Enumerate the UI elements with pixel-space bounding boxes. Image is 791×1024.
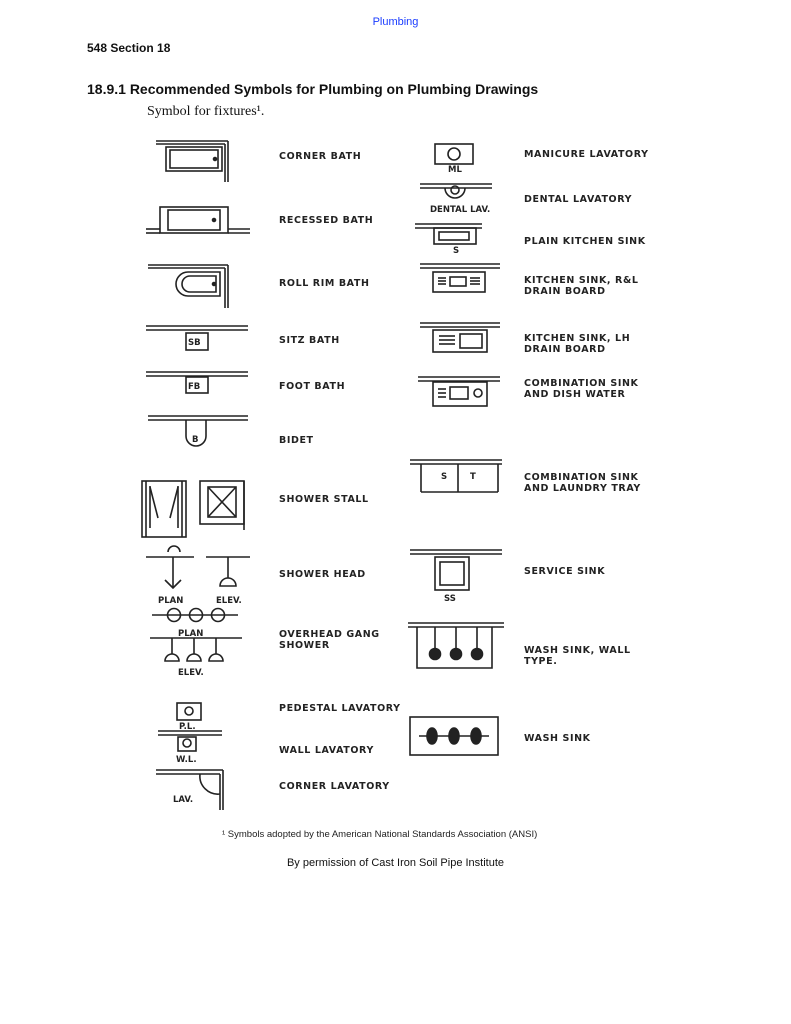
label-sitz-bath: SITZ BATH (279, 335, 340, 346)
label-dental-lavatory: DENTAL LAVATORY (524, 194, 633, 205)
plumbing-symbols-figure (130, 130, 670, 820)
label-shower-stall: SHOWER STALL (279, 494, 369, 505)
label-kitchen-sink-rl-2: DRAIN BOARD (524, 286, 606, 297)
wash-sink-wall-type-symbol (408, 623, 504, 668)
label-recessed-bath: RECESSED BATH (279, 215, 374, 226)
sitz-bath-mark: SB (188, 338, 201, 348)
label-combo-dish-1: COMBINATION SINK (524, 378, 639, 389)
footnote: ¹ Symbols adopted by the American National Standards Association (ANSI) (222, 829, 538, 840)
label-kitchen-sink-lh-2: DRAIN BOARD (524, 344, 606, 355)
pedestal-lavatory-symbol (177, 703, 201, 720)
gang-elev-mark: ELEV. (178, 668, 204, 678)
shower-plan-mark: PLAN (158, 596, 184, 606)
label-wall-lavatory: WALL LAVATORY (279, 745, 374, 756)
plain-kitchen-sink-symbol (415, 224, 482, 244)
label-combo-dish-2: AND DISH WATER (524, 389, 626, 400)
label-bidet: BIDET (279, 435, 314, 446)
label-manicure-lavatory: MANICURE LAVATORY (524, 149, 649, 160)
dental-lavatory-symbol (420, 184, 492, 198)
label-pedestal-lavatory: PEDESTAL LAVATORY (279, 703, 401, 714)
combination-sink-laundry-symbol (410, 460, 502, 492)
label-plain-kitchen-sink: PLAIN KITCHEN SINK (524, 236, 646, 247)
label-roll-rim-bath: ROLL RIM BATH (279, 278, 370, 289)
label-foot-bath: FOOT BATH (279, 381, 346, 392)
pedestal-pl-mark: P.L. (179, 722, 196, 732)
wall-wl-mark: W.L. (176, 755, 197, 765)
laundry-t-mark: T (470, 472, 476, 482)
roll-rim-bath-symbol (148, 265, 228, 308)
section-title: 18.9.1 Recommended Symbols for Plumbing on Plumbing Drawings (87, 81, 539, 97)
manicure-ml-mark: ML (448, 165, 462, 175)
recessed-bath-symbol (146, 207, 250, 233)
shower-elev-mark: ELEV. (216, 596, 242, 606)
service-sink-symbol (410, 550, 502, 590)
laundry-s-mark: S (441, 472, 448, 482)
kitchen-sink-rl-symbol (420, 264, 500, 292)
label-combo-laundry-1: COMBINATION SINK (524, 472, 639, 483)
shower-stall-symbol (142, 481, 244, 537)
shower-head-symbol (146, 546, 250, 588)
combination-sink-dish-symbol (418, 377, 500, 406)
label-corner-lavatory: CORNER LAVATORY (279, 781, 390, 792)
label-service-sink: SERVICE SINK (524, 566, 606, 577)
label-kitchen-sink-lh-1: KITCHEN SINK, LH (524, 333, 631, 344)
label-kitchen-sink-rl-1: KITCHEN SINK, R&L (524, 275, 639, 286)
service-ss-mark: SS (444, 594, 456, 604)
label-combo-laundry-2: AND LAUNDRY TRAY (524, 483, 641, 494)
plain-sink-s-mark: S (453, 246, 460, 256)
dental-lav-mark: DENTAL LAV. (430, 205, 491, 215)
label-wash-sink: WASH SINK (524, 733, 591, 744)
label-wash-sink-wall-2: TYPE. (524, 656, 558, 667)
label-overhead-gang-2: SHOWER (279, 640, 330, 651)
permission-credit: By permission of Cast Iron Soil Pipe Institute (286, 857, 505, 869)
foot-bath-mark: FB (188, 382, 201, 392)
label-shower-head: SHOWER HEAD (279, 569, 366, 580)
wash-sink-symbol (410, 717, 498, 755)
header-link[interactable]: Plumbing (372, 16, 419, 28)
label-wash-sink-wall-1: WASH SINK, WALL (524, 645, 631, 656)
kitchen-sink-lh-symbol (420, 323, 500, 352)
wall-lavatory-symbol (158, 731, 222, 751)
gang-plan-mark: PLAN (178, 629, 204, 639)
corner-lav-mark: LAV. (173, 795, 194, 805)
page-number-section: 548 Section 18 (87, 41, 171, 55)
corner-bath-symbol (156, 141, 228, 182)
section-subtitle: Symbol for fixtures¹. (147, 104, 265, 119)
label-corner-bath: CORNER BATH (279, 151, 362, 162)
label-overhead-gang-1: OVERHEAD GANG (279, 629, 380, 640)
manicure-lavatory-symbol (435, 144, 473, 164)
bidet-mark: B (192, 435, 199, 445)
